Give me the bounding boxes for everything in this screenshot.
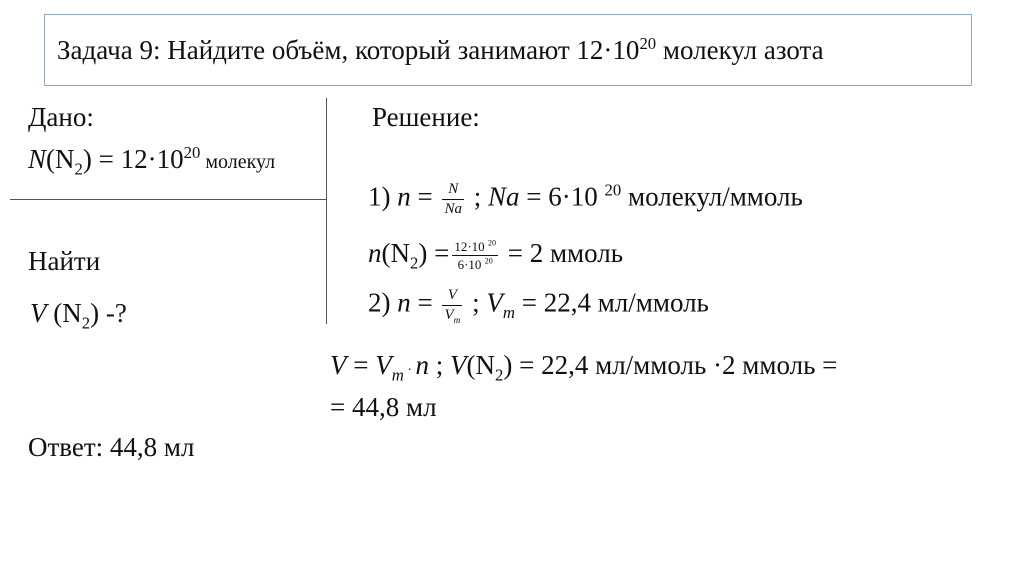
title-prefix: Задача 9: Найдите объём, который занимают 12·10 [57,35,640,65]
title-suffix: молекул азота [656,35,824,65]
step1-rhs: = 6·10 [519,181,605,212]
step1-num: N [442,182,464,200]
vertical-divider [326,98,327,324]
step1-fraction [442,182,464,217]
step2-vm: V [486,287,503,318]
answer: Ответ: 44,8 мл [28,432,195,462]
find-paren-open: (N [46,298,82,328]
calc1-result: = 2 ммоль [500,238,624,268]
calc2-v2: V [450,350,467,380]
step1-lhs: n [397,181,411,212]
step1-exp: 20 [604,180,622,200]
solution-calc1 [368,240,623,271]
calc2-sep: ; [429,350,451,380]
calc1-sub: 2 [410,253,419,273]
find-tail: ) -? [90,298,127,328]
find-var: V [30,298,47,328]
horizontal-divider [10,199,326,200]
calc2-n: n [415,350,429,380]
step1-unit: молекул/ммоль [621,181,803,212]
given-var: N [28,144,47,174]
step2-label: 2) [368,287,398,318]
solution-step1 [368,182,803,217]
solution-calc2 [330,350,838,385]
find-sub: 2 [81,313,91,333]
calc2-rhs: = 22,4 мл/ммоль ·2 ммоль = [512,350,838,380]
step1-label: 1) [368,181,398,212]
calc1-num [452,240,498,256]
given-paren-close: ) [82,144,92,174]
given-value [28,143,276,179]
given-unit: молекул [200,151,276,173]
calc1-paren-close: ) = [418,238,450,268]
find-heading: Найти [28,246,101,276]
step2-den-base: V [444,307,454,323]
step2-den-sub: m [453,316,461,326]
step2-sep: ; [465,287,487,318]
step2-num: V [442,288,462,306]
given-exp: 20 [183,143,201,162]
calc1-num-exp: 20 [487,238,496,248]
solution-heading: Решение: [372,102,480,132]
solution-step2 [368,287,709,326]
given-eq: = 12·10 [91,144,184,174]
calc1-lhs: n [368,238,382,268]
given-paren-open: (N [46,144,75,174]
step2-vm-sub: m [502,303,515,323]
step2-eq: = [410,287,440,318]
calc1-den-exp: 20 [484,256,493,266]
step2-rhs: = 22,4 мл/ммоль [514,287,709,318]
calc1-den [452,256,498,271]
calc2-sub: 2 [495,365,504,385]
find-value [30,298,127,333]
calc2-v: V [330,350,347,380]
calc1-num-base: 12·10 [454,239,488,255]
task-title-box [44,14,972,86]
given-heading: Дано: [28,102,94,132]
solution-calc2-continued: = 44,8 мл [330,392,437,422]
calc1-paren-open: (N [381,238,410,268]
calc2-vm-sub: m [391,365,404,385]
given-sub: 2 [74,159,83,179]
calc2-vm: V [375,350,392,380]
step2-den [442,306,462,326]
step1-den: Na [444,201,462,217]
step1-na: Na [488,181,520,212]
step1-eq: = [410,181,440,212]
task-title [57,35,824,66]
calc2-paren-open: (N [466,350,496,380]
step1-sep: ; [467,181,489,212]
calc1-fraction [452,240,498,271]
calc1-den-base: 6·10 [457,257,485,273]
step2-lhs: n [397,287,411,318]
calc2-dot: · [403,363,416,378]
step2-fraction [442,287,462,326]
title-exponent: 20 [639,34,657,53]
calc2-eq: = [346,350,376,380]
calc2-paren-close: ) [503,350,513,380]
